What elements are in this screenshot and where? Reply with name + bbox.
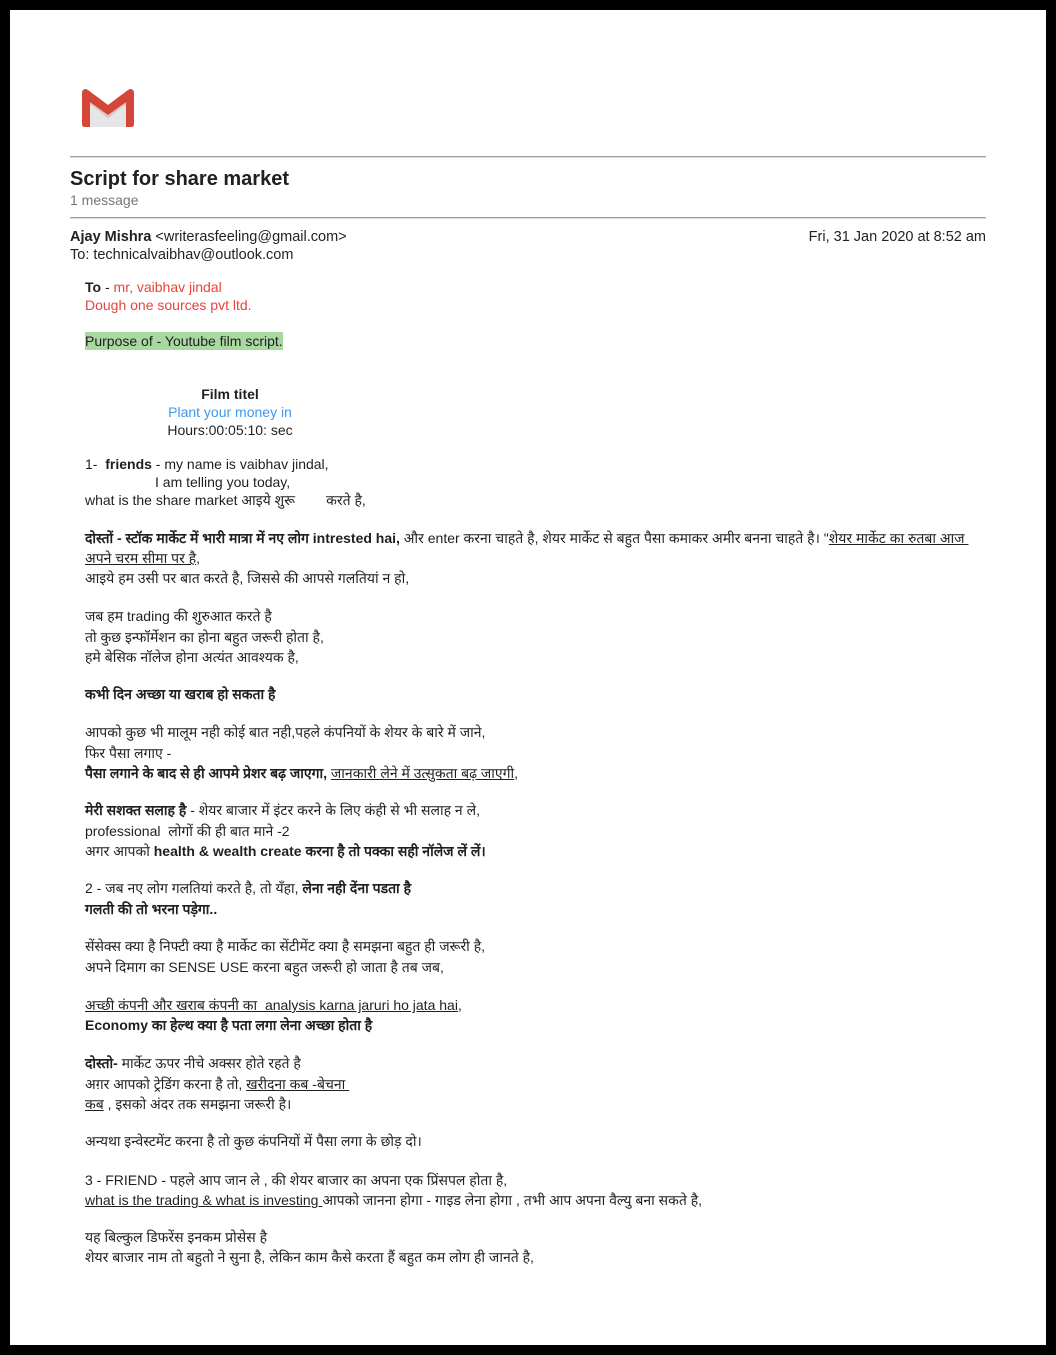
plain-text: 2 - जब नए लोग गलतियां करते है, तो यँहा, <box>85 880 303 896</box>
plain-text: , <box>514 765 519 781</box>
paragraph-8 <box>85 995 986 1035</box>
body-line: 3 - FRIEND - पहले आप जान ले , की शेयर बाजार का अपना एक प्रिंसपल होता है, <box>85 1172 508 1188</box>
film-duration: Hours:00:05:10: sec <box>167 422 293 438</box>
body-line: सेंसेक्स क्या है निफ्टी क्या है मार्केट का सेंटीमेंट क्या है समझना बहुत ही जरूरी है, <box>85 938 486 954</box>
email-subject: Script for share market <box>70 168 289 190</box>
plain-text: - शेयर बाजार में इंटर करने के लिए कंही से भी सलाह न ले, <box>186 802 480 818</box>
addressee-line <box>85 278 986 296</box>
paragraph-2 <box>85 606 986 668</box>
bold-text: दोस्तों - स्टॉक मार्केट में भारी मात्रा में नए लोग intrested hai, <box>85 530 400 546</box>
body-line <box>85 995 986 1015</box>
body-line: शेयर बाजार नाम तो बहुतो ने सुना है, लेकिन काम कैसे करता हैं बहुत कम लोग ही जानते है, <box>85 1249 534 1265</box>
paragraph-11 <box>85 1170 986 1210</box>
header-divider <box>70 156 986 158</box>
plain-text: आपको जानना होगा - गाइड लेना होगा , तभी आप अपना वैल्यु बना सकते है, <box>322 1192 703 1208</box>
plain-text: और enter करना चाहते है, शेयर मार्केट से बहुत पैसा कमाकर अमीर बनना चाहते है। " <box>399 530 829 546</box>
body-line: फिर पैसा लगाए - <box>85 744 172 761</box>
printed-email-page <box>10 10 1046 1345</box>
plain-text: 1- <box>85 456 106 472</box>
plain-text: - my name is vaibhav jindal, <box>151 456 329 472</box>
body-line: आपको कुछ भी मालूम नही कोई बात नही,पहले कंपनियों के शेयर के बारे में जाने, <box>85 724 486 740</box>
body-line: I am telling you today, <box>155 474 291 490</box>
bold-text: health & wealth create करना है तो पक्का सही नॉलेज लें लें। <box>153 843 486 859</box>
body-line <box>85 1074 986 1095</box>
bold-text: friends <box>105 456 152 472</box>
addressee-separator: - <box>101 279 114 295</box>
paragraph-intro <box>85 455 986 509</box>
addressee-name: mr, vaibhav jindal <box>113 279 222 295</box>
paragraph-1 <box>85 528 986 588</box>
bold-line: कभी दिन अच्छा या खराब हो सकता है <box>85 686 276 702</box>
paragraph-7 <box>85 936 986 978</box>
paragraph-10 <box>85 1131 986 1151</box>
sender-name: Ajay Mishra <box>70 229 152 245</box>
body-line: what is the share market आइये शुरू करते है, <box>85 492 366 508</box>
film-title-block <box>85 385 375 439</box>
bold-line: गलती की तो भरना पड़ेगा.. <box>85 901 218 917</box>
body-line: आइये हम उसी पर बात करते है, जिससे की आपसे गलतियां न हो, <box>85 570 410 586</box>
purpose-block <box>85 332 986 350</box>
body-line: यह बिल्कुल डिफरेंस इनकम प्रोसेस है <box>85 1229 268 1245</box>
body-line <box>85 528 986 568</box>
body-line <box>85 800 986 821</box>
body-line: जब हम trading की शुरुआत करते है <box>85 608 272 624</box>
plain-text: अग़र आपको ट्रेडिंग करना है तो, <box>85 1075 247 1092</box>
underlined-text: शेयर मार्केट का रुतबा आज अपने चरम सीमा पर है <box>85 530 969 566</box>
bold-text: पैसा लगाने के बाद से ही आपमे प्रेशर बढ़ जाएगा, <box>85 765 331 781</box>
sent-date: Fri, 31 Jan 2020 at 8:52 am <box>808 229 986 245</box>
underlined-text: अच्छी कंपनी और खराब कंपनी का analysis karna jaruri ho jata hai <box>85 997 458 1013</box>
recipient-row <box>70 246 293 264</box>
body-line <box>85 763 986 784</box>
addressee-block <box>85 278 986 314</box>
to-label: To: <box>70 247 90 263</box>
underlined-text: खरीदना कब -बेचना <box>246 1075 350 1092</box>
underlined-text: what is the trading & what is investing <box>85 1192 323 1208</box>
paragraph-12 <box>85 1227 986 1267</box>
sender <box>70 228 347 246</box>
film-title: Plant your money in <box>168 404 292 420</box>
plain-text: मार्केट ऊपर नीचे अक्सर होते रहते है <box>117 1055 301 1071</box>
gmail-logo-icon <box>82 88 134 128</box>
bold-text: दोस्तो- <box>85 1055 118 1071</box>
paragraph-3 <box>85 684 986 704</box>
plain-text: , <box>457 997 462 1013</box>
body-line: तो कुछ इन्फॉर्मेशन का होना बहुत जरूरी होता है, <box>85 628 324 645</box>
paragraph-4 <box>85 722 986 784</box>
body-line <box>85 1190 986 1210</box>
plain-text: , <box>196 550 201 566</box>
body-line: अपने दिमाग का SENSE USE करना बहुत जरूरी हो जाता है तब जब, <box>85 959 444 975</box>
bold-line: Economy का हेल्थ क्या है पता लगा लेना अच्छा होता है <box>85 1017 373 1033</box>
body-line <box>85 841 986 862</box>
addressee-company: Dough one sources pvt ltd. <box>85 297 252 313</box>
film-heading: Film titel <box>201 386 259 402</box>
recipient-address: technicalvaibhav@outlook.com <box>93 247 294 263</box>
message-count: 1 message <box>70 192 139 208</box>
underlined-text: कब <box>85 1096 104 1112</box>
body-line <box>85 1094 986 1115</box>
bold-text: मेरी सशक्त सलाह है <box>85 802 187 818</box>
paragraph-9 <box>85 1053 986 1115</box>
body-line <box>85 1053 986 1074</box>
addressee-label: To <box>85 279 102 295</box>
paragraph-6 <box>85 878 986 920</box>
body-line <box>85 878 986 899</box>
body-line: हमे बेसिक नॉलेज होना अत्यंत आवश्यक है, <box>85 649 299 665</box>
bold-text: लेना नही देंना पडता है <box>302 880 412 896</box>
paragraph-5 <box>85 800 986 862</box>
purpose-highlight: Purpose of - Youtube film script. <box>85 333 283 349</box>
body-line <box>85 455 986 473</box>
body-line: अन्यथा इन्वेस्टमेंट करना है तो कुछ कंपनियों में पैसा लगा के छोड़ दो। <box>85 1133 422 1149</box>
subject-divider <box>70 217 986 219</box>
sender-email: <writerasfeeling@gmail.com> <box>155 229 347 245</box>
plain-text: अगर आपको <box>85 843 154 859</box>
underlined-text: जानकारी लेने में उत्सुकता बढ़ जाएगी <box>330 765 515 781</box>
body-line: professional लोगों की ही बात माने -2 <box>85 822 290 839</box>
sender-row <box>70 228 986 246</box>
gmail-logo-svg <box>82 88 134 128</box>
plain-text: , इसको अंदर तक समझना जरूरी है। <box>103 1096 292 1112</box>
